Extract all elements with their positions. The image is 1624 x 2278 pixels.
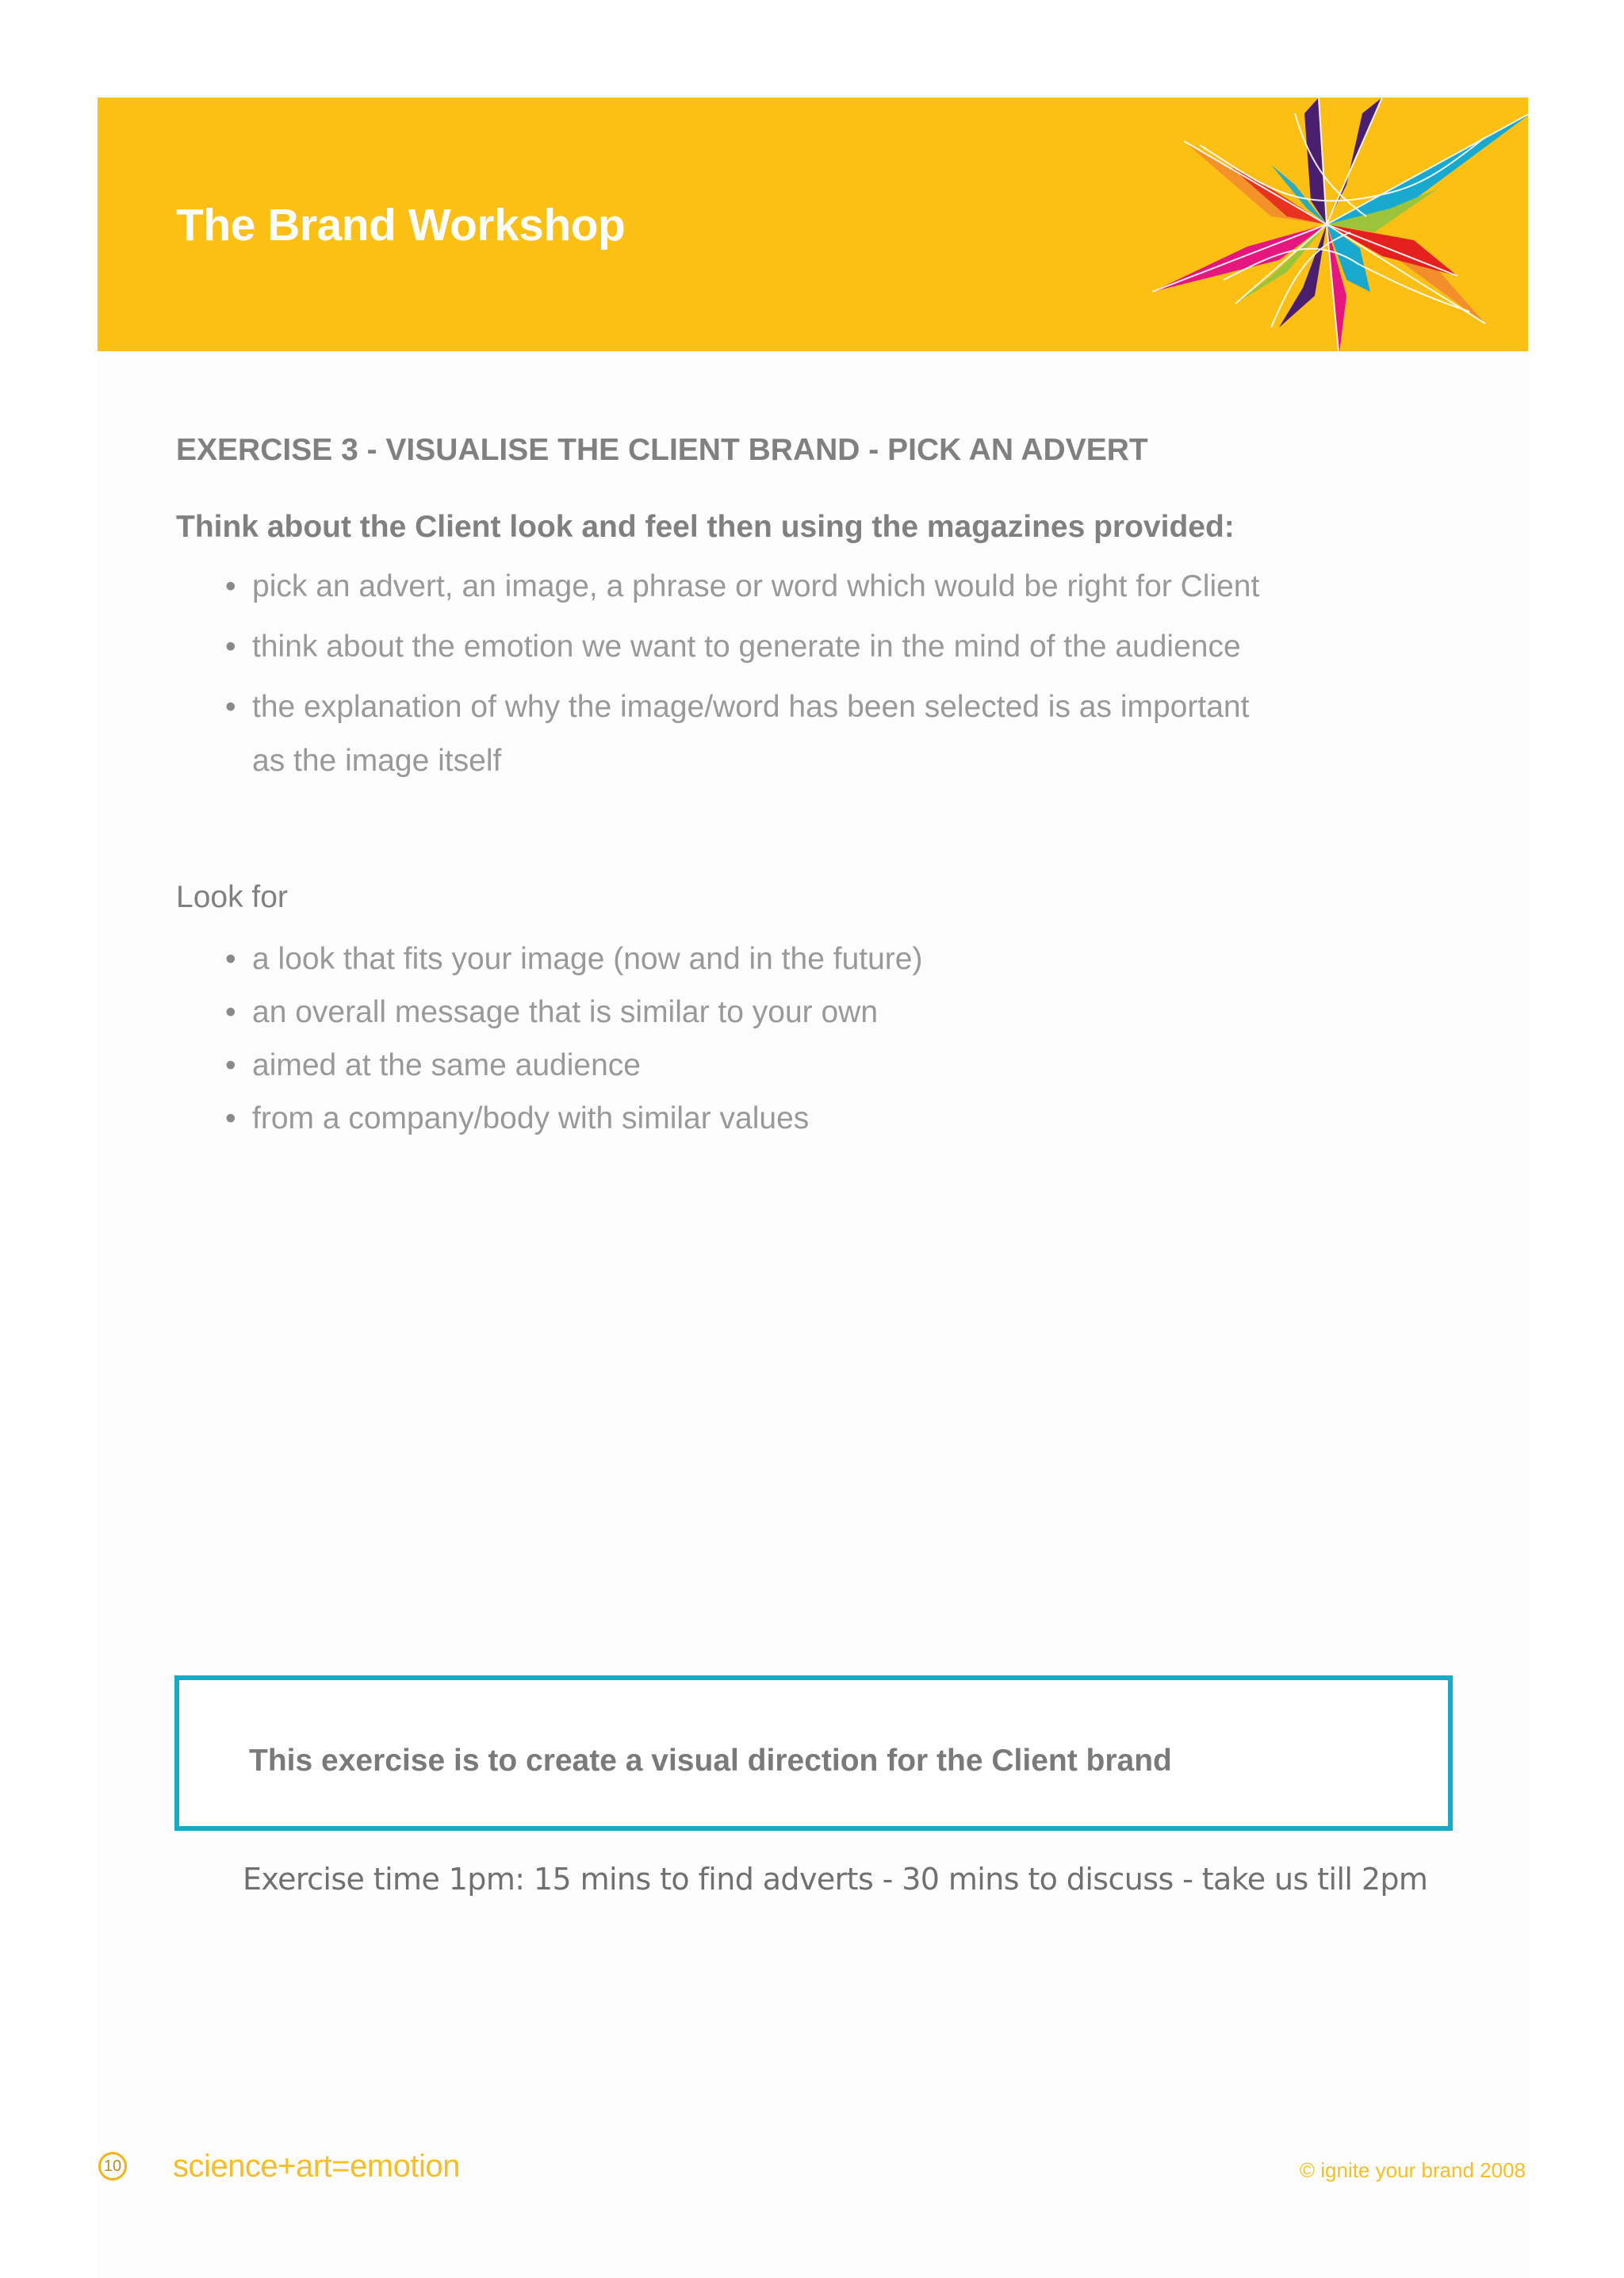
list-item: • aimed at the same audience bbox=[252, 1039, 922, 1092]
page-number: 10 bbox=[98, 2152, 127, 2180]
exercise-bullet-list bbox=[252, 560, 1283, 794]
callout-box bbox=[174, 1675, 1453, 1831]
footer-tagline: science+art=emotion bbox=[173, 2149, 460, 2184]
list-item: • the explanation of why the image/word has been selected is as important as the image itself bbox=[252, 680, 1283, 788]
page-title: The Brand Workshop bbox=[176, 200, 626, 251]
header-band bbox=[98, 98, 1528, 351]
list-item: • from a company/body with similar values bbox=[252, 1092, 922, 1145]
timing-note: Exercise time 1pm: 15 mins to find adverts - 30 mins to discuss - take us till 2pm bbox=[243, 1862, 1428, 1897]
look-for-bullet-list bbox=[252, 932, 922, 1145]
footer-copyright: © ignite your brand 2008 bbox=[1299, 2158, 1526, 2182]
page-surface bbox=[97, 98, 1529, 2278]
exercise-heading: EXERCISE 3 - VISUALISE THE CLIENT BRAND - PICK AN ADVERT bbox=[176, 433, 1148, 467]
list-item: • pick an advert, an image, a phrase or word which would be right for Client bbox=[252, 560, 1283, 614]
list-item: • think about the emotion we want to generate in the mind of the audience bbox=[252, 620, 1283, 674]
look-for-heading: Look for bbox=[176, 880, 288, 914]
starburst-icon bbox=[1152, 98, 1528, 351]
callout-text: This exercise is to create a visual direction for the Client brand bbox=[249, 1744, 1172, 1778]
list-item: • a look that fits your image (now and in the future) bbox=[252, 932, 922, 986]
exercise-intro: Think about the Client look and feel then using the magazines provided: bbox=[176, 510, 1235, 544]
list-item: • an overall message that is similar to your own bbox=[252, 986, 922, 1039]
